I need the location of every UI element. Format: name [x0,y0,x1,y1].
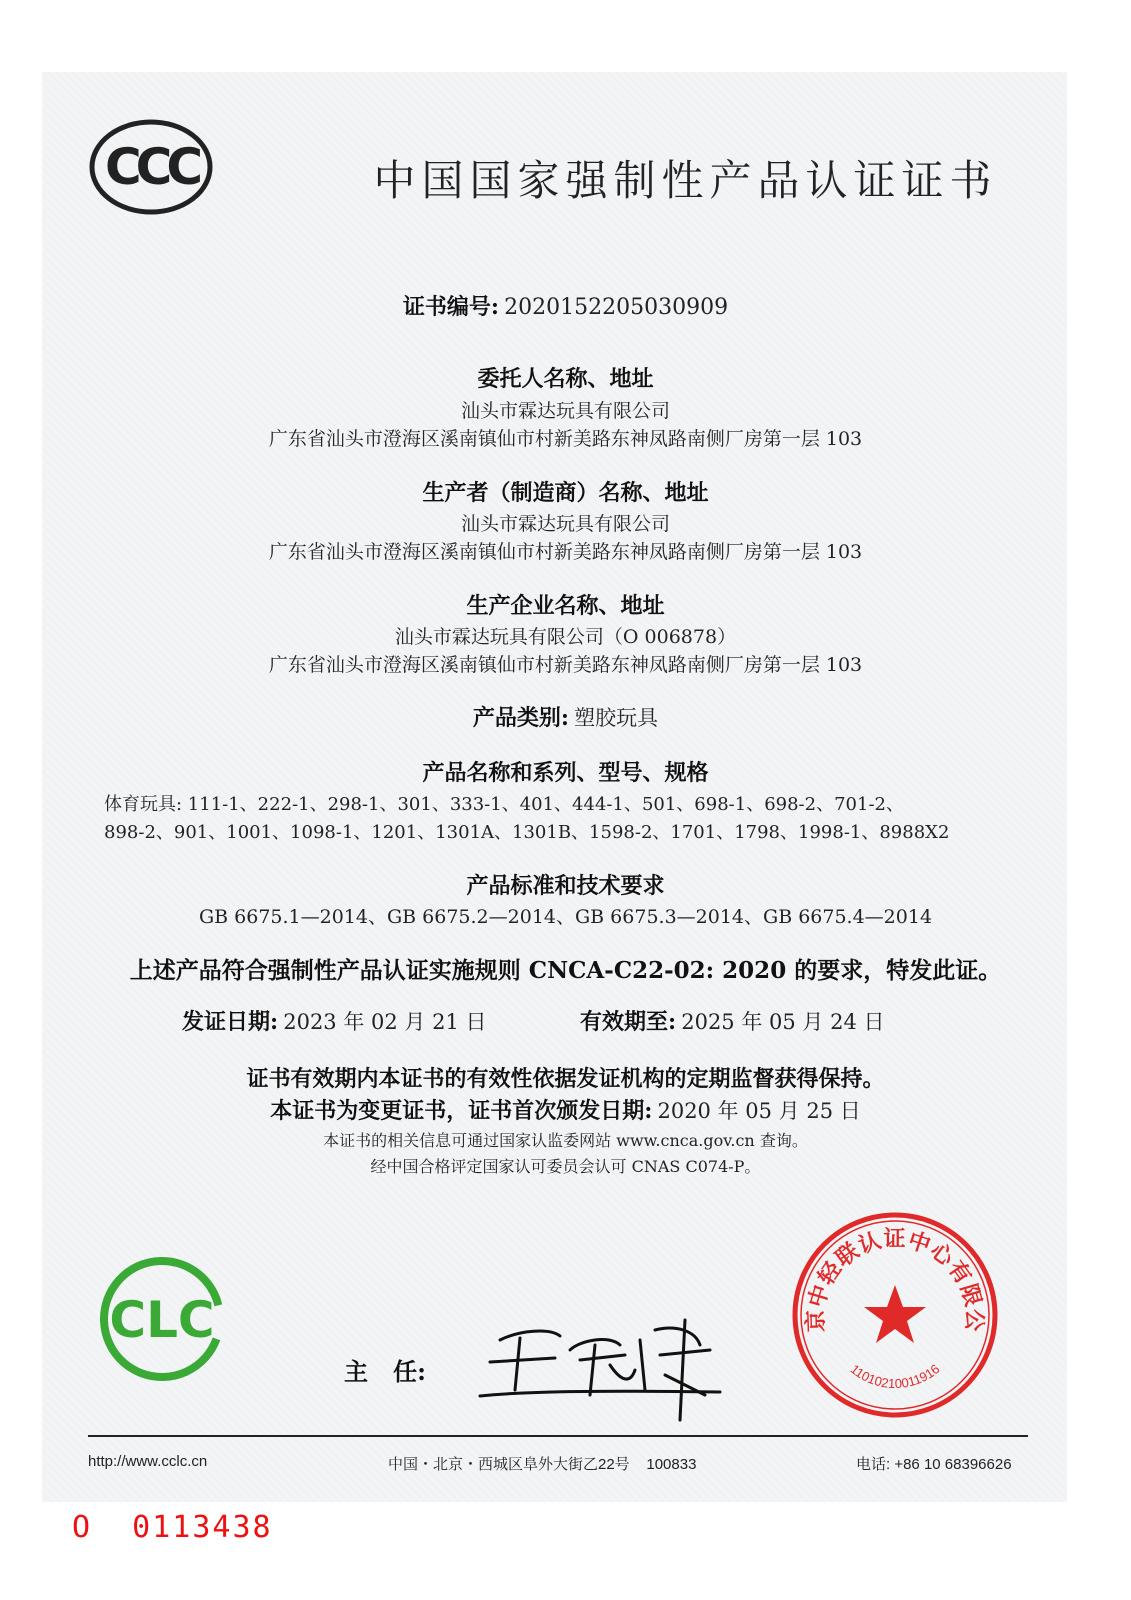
standards-heading: 产品标准和技术要求 [466,873,665,899]
manufacturer-heading: 生产者（制造商）名称、地址 [422,480,709,506]
product-category [0,701,1131,732]
valid-until-value: 2025 年 05 月 24 日 [681,1010,885,1034]
compliance-statement: 上述产品符合强制性产品认证实施规则 CNCA-C22-02: 2020 的要求，特发此证。 [129,957,1002,984]
cnas-note: 经中国合格评定国家认可委员会认可 CNAS C074-P。 [370,1157,761,1176]
certificate-number-value: 2020152205030909 [504,295,729,320]
issue-date [182,1005,486,1036]
issue-date-value: 2023 年 02 月 21 日 [283,1010,487,1034]
valid-until-label: 有效期至: [580,1009,677,1035]
signature [460,1300,740,1430]
change-note-label: 本证书为变更证书，证书首次颁发日期: [270,1098,653,1124]
svg-text:CLC: CLC [109,1291,215,1349]
svg-text:CCC: CCC [104,138,198,196]
clc-logo [98,1255,226,1383]
manufacturer-address: 广东省汕头市澄海区溪南镇仙市村新美路东神凤路南侧厂房第一层 103 [268,541,863,563]
products-line-1: 体育玩具: 111-1、222-1、298-1、301、333-1、401、444-1、501、698-1、698-2、701-2、 [104,794,904,815]
factory-name: 汕头市霖达玩具有限公司（O 006878） [394,626,737,648]
valid-until [580,1005,884,1036]
svg-text:11010210011916: 11010210011916 [847,1361,943,1392]
footer-website[interactable]: http://www.cclc.cn [88,1453,208,1470]
factory-heading: 生产企业名称、地址 [466,593,665,619]
footer-divider [88,1435,1028,1437]
svg-text:北京中轻联认证中心有限公司: 京中轻联认证中心有限公 [803,1227,987,1333]
change-note [0,1094,1131,1125]
factory-address: 广东省汕头市澄海区溪南镇仙市村新美路东神凤路南侧厂房第一层 103 [268,654,863,676]
footer-phone: 电话: +86 10 68396626 [856,1456,1012,1473]
applicant-heading: 委托人名称、地址 [477,366,654,392]
products-heading: 产品名称和系列、型号、规格 [422,760,709,786]
certificate-number-label: 证书编号: [402,294,500,320]
info-note: 本证书的相关信息可通过国家认监委网站 www.cnca.gov.cn 查询。 [323,1131,808,1150]
products-line-2: 898-2、901、1001、1098-1、1201、1301A、1301B、1598-2、1701、1798、1998-1、8988X2 [104,822,950,843]
validity-note: 证书有效期内本证书的有效性依据发证机构的定期监督获得保持。 [246,1066,885,1092]
change-note-value: 2020 年 05 月 25 日 [657,1099,861,1123]
product-category-label: 产品类别: [472,705,570,731]
manufacturer-name: 汕头市霖达玩具有限公司 [460,513,670,535]
official-seal [790,1210,1000,1420]
serial-number: O 0113438 [72,1510,273,1545]
applicant-name: 汕头市霖达玩具有限公司 [460,400,670,422]
applicant-address: 广东省汕头市澄海区溪南镇仙市村新美路东神凤路南侧厂房第一层 103 [268,428,863,450]
certificate-title: 中国国家强制性产品认证证书 [373,156,998,205]
product-category-value: 塑胶玩具 [574,706,659,730]
standards-value: GB 6675.1—2014、GB 6675.2—2014、GB 6675.3—2014、GB 6675.4—2014 [198,906,933,928]
certificate-number [0,290,1131,321]
footer-address: 中国・北京・西城区阜外大街乙22号 100833 [388,1456,697,1473]
issue-date-label: 发证日期: [182,1009,279,1035]
director-label: 主 任: [344,1357,426,1386]
